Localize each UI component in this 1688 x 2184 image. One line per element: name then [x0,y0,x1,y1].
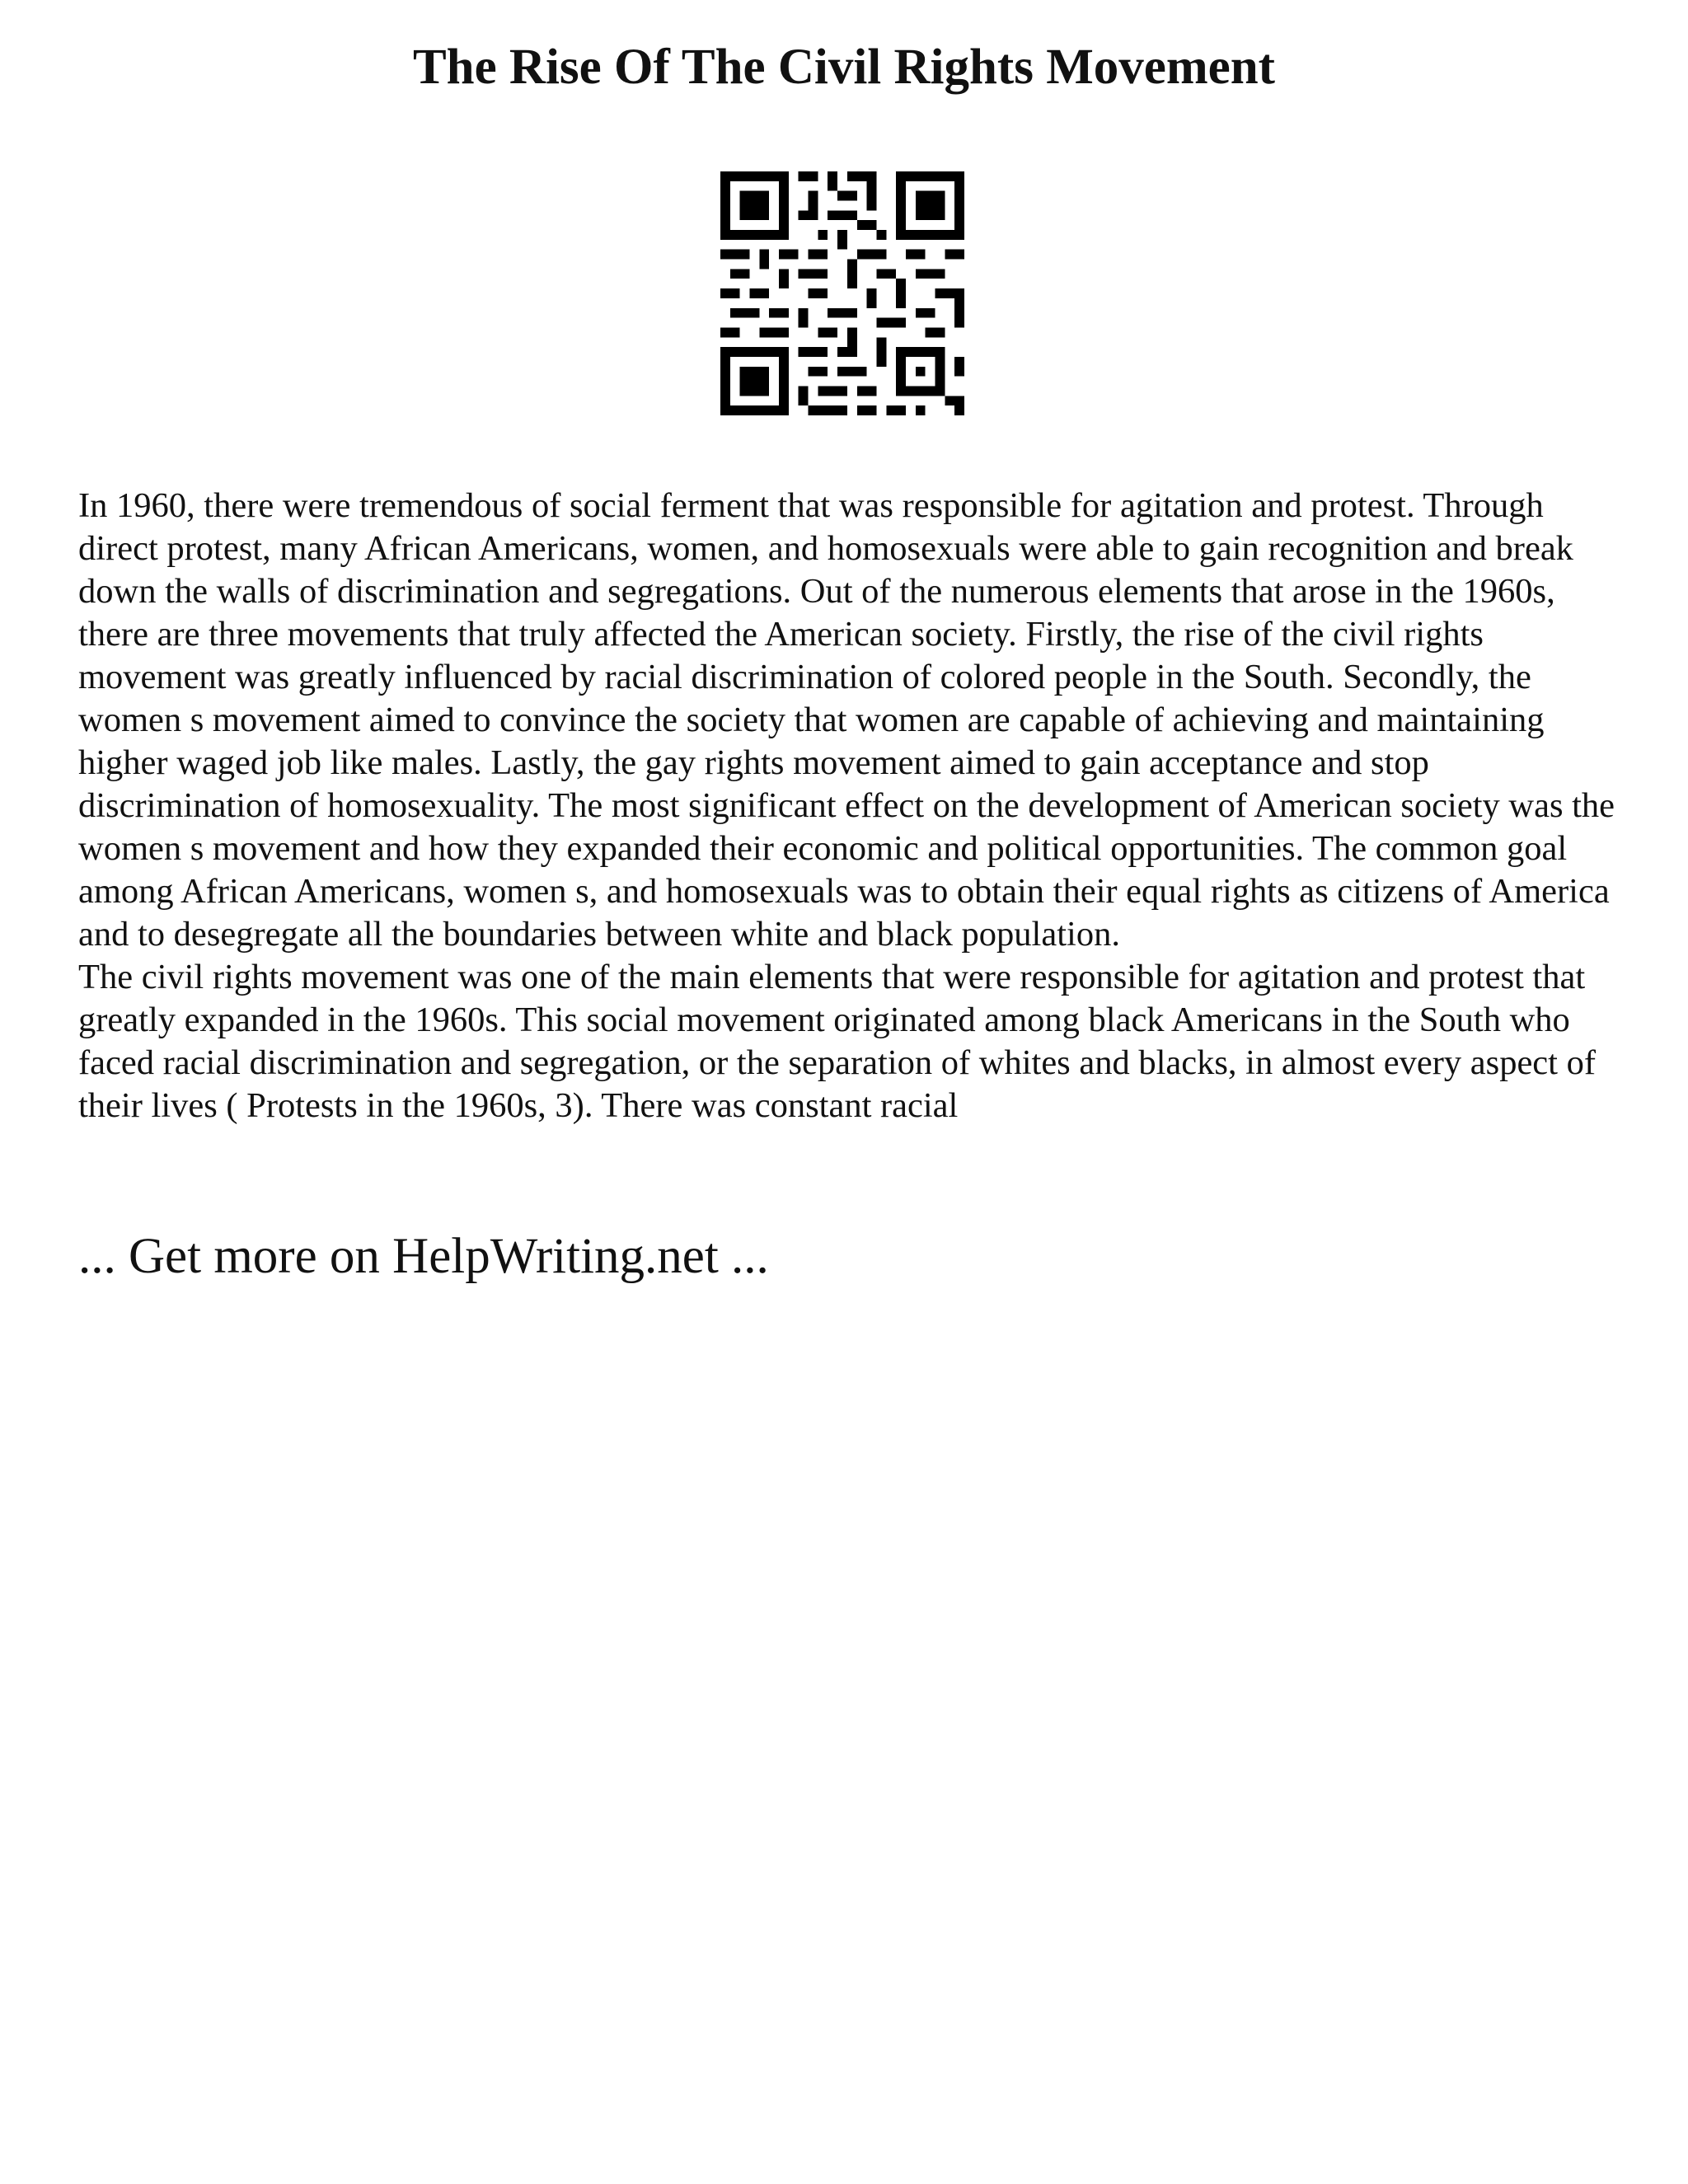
page-title: The Rise Of The Civil Rights Movement [413,40,1275,95]
document-body [78,485,1628,1127]
get-more-link[interactable]: ... Get more on HelpWriting.net ... [78,1229,769,1284]
paragraph-2: The civil rights movement was one of the main elements that were responsible for agitation and protest that greatly expanded in the 1960s. This social movement originated among black Americans in the South who faced racial discrimination and segregation, or the separation of whites and blacks, in almost every aspect of their lives ( Protests in the 1960s, 3). There was constant racial [78,958,1597,1125]
paragraph-1: In 1960, there were tremendous of social ferment that was responsible for agitation and protest. Through direct protest, many African Americans, women, and homosexuals were able to gain recognition and break down the walls of discrimination and segregations. Out of the numerous elements that arose in the 1960s, there are three movements that truly affected the American society. Firstly, the rise of the civil rights movement was greatly influenced by racial discrimination of colored people in the South. Secondly, the women s movement aimed to convince the society that women are capable of achieving and maintaining higher waged job like males. Lastly, the gay rights movement aimed to gain acceptance and stop discrimination of homosexuality. The most significant effect on the development of American society was the women s movement and how they expanded their economic and political opportunities. The common goal among African Americans, women s, and homosexuals was to obtain their equal rights as citizens of America and to desegregate all the boundaries between white and black population. [78,486,1615,954]
qr-code-icon [720,171,964,415]
